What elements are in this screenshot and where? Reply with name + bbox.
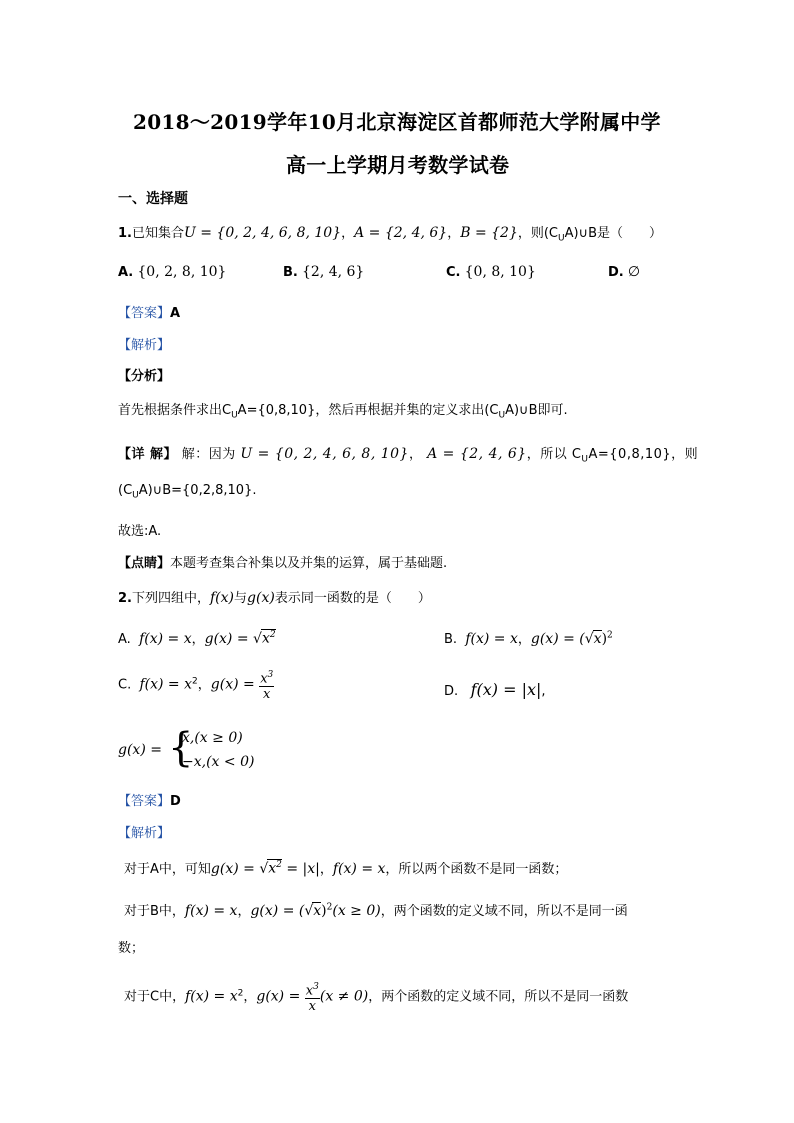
set-B: B = {2} [460, 225, 518, 241]
option-letter: A. [118, 265, 134, 280]
option-letter: C. [446, 265, 461, 280]
question-1-stem: 1.已知集合U = {0, 2, 4, 6, 8, 10}，A = {2, 4, 6}，B = {2}，则$(C_UA)\cup B$是（ ） [118, 225, 663, 244]
analysis-tag: 【解析】 [118, 338, 171, 353]
stem-ask: ，则(C [517, 226, 559, 241]
option-text: {2, 4, 6} [302, 264, 365, 280]
analysis-c: 对于C中，$f(x) = x^2$，g(x) = $\frac{x^3}{x}$ (x ≠ 0)，两个函数的定义域不同，所以不是同一函数 [124, 982, 629, 1015]
section-heading: 一、选择题 [118, 191, 188, 207]
choose-text: 故选:A. [118, 524, 162, 539]
detail-line2: $(C_UA)\cup B=\{0,2,8,10\}$. [118, 483, 257, 501]
dianjing: 【点睛】本题考查集合补集以及并集的运算，属于基础题. [118, 556, 448, 571]
q2-option-a[interactable]: A. f(x) = x，$g(x) = √x^2$ [118, 630, 276, 647]
option-letter: D. [608, 265, 624, 280]
option-text: {0, 2, 8, 10} [137, 264, 227, 280]
option-text: {0, 8, 10} [464, 264, 536, 280]
option-d[interactable] [608, 264, 640, 280]
option-letter: B. [283, 265, 298, 280]
fenxi-text: 首先根据条件求出$C_UA=\{0,8,10\}$，然后再根据并集的定义求出$(C_UA)\cup B$即可. [118, 403, 568, 421]
option-text: ∅ [627, 264, 641, 280]
page-title-line1: 2018～2019学年10月北京海淀区首都师范大学附属中学 [133, 110, 661, 134]
option-a[interactable] [118, 264, 226, 280]
detail-line1: 【详 解】 解：因为 U = {0, 2, 4, 6, 8, 10}， A = {2, 4, 6}，所以 $C_UA=\{0,8,10\}$，则 [118, 446, 699, 465]
stem-text: 已知集合 [131, 226, 184, 241]
set-U: U = {0, 2, 4, 6, 8, 10} [184, 225, 342, 241]
sub-u: U [558, 233, 565, 244]
q2-option-d[interactable]: D. f(x) = |x|, [444, 680, 546, 699]
q2-answer-tag: 【答案】D [118, 794, 181, 809]
fenxi-tag: 【分析】 [118, 369, 171, 384]
analysis-b: 对于B中，f(x) = x，$g(x) = (√x)^2(x \ge 0)$，两个函数的定义域不同，所以不是同一函 [124, 902, 628, 919]
option-c[interactable] [446, 264, 536, 280]
answer-tag: 【答案】A [118, 306, 181, 321]
option-b[interactable] [283, 264, 364, 280]
stem-ask-rest: A)∪B是（ ） [564, 226, 663, 241]
q2-option-c[interactable]: C. $f(x) = x^2$，g(x) = $\frac{x^3}{x}$ [118, 670, 274, 703]
page-title-line2: 高一上学期月考数学试卷 [286, 153, 510, 177]
question-number: 1. [118, 226, 132, 241]
analysis-b-cont: 数； [118, 941, 145, 956]
q2-analysis-tag: 【解析】 [118, 826, 171, 841]
question-2-stem: 2.下列四组中，f(x)与g(x)表示同一函数的是（ ） [118, 590, 431, 606]
q2-option-b[interactable]: B. f(x) = x，$g(x) = (√x)^2$ [444, 630, 613, 647]
analysis-a: 对于A中，可知$g(x) = √x^2 = |x|$，f(x) = x，所以两个函数不是同一函数； [124, 860, 568, 877]
set-A: A = {2, 4, 6} [354, 225, 448, 241]
